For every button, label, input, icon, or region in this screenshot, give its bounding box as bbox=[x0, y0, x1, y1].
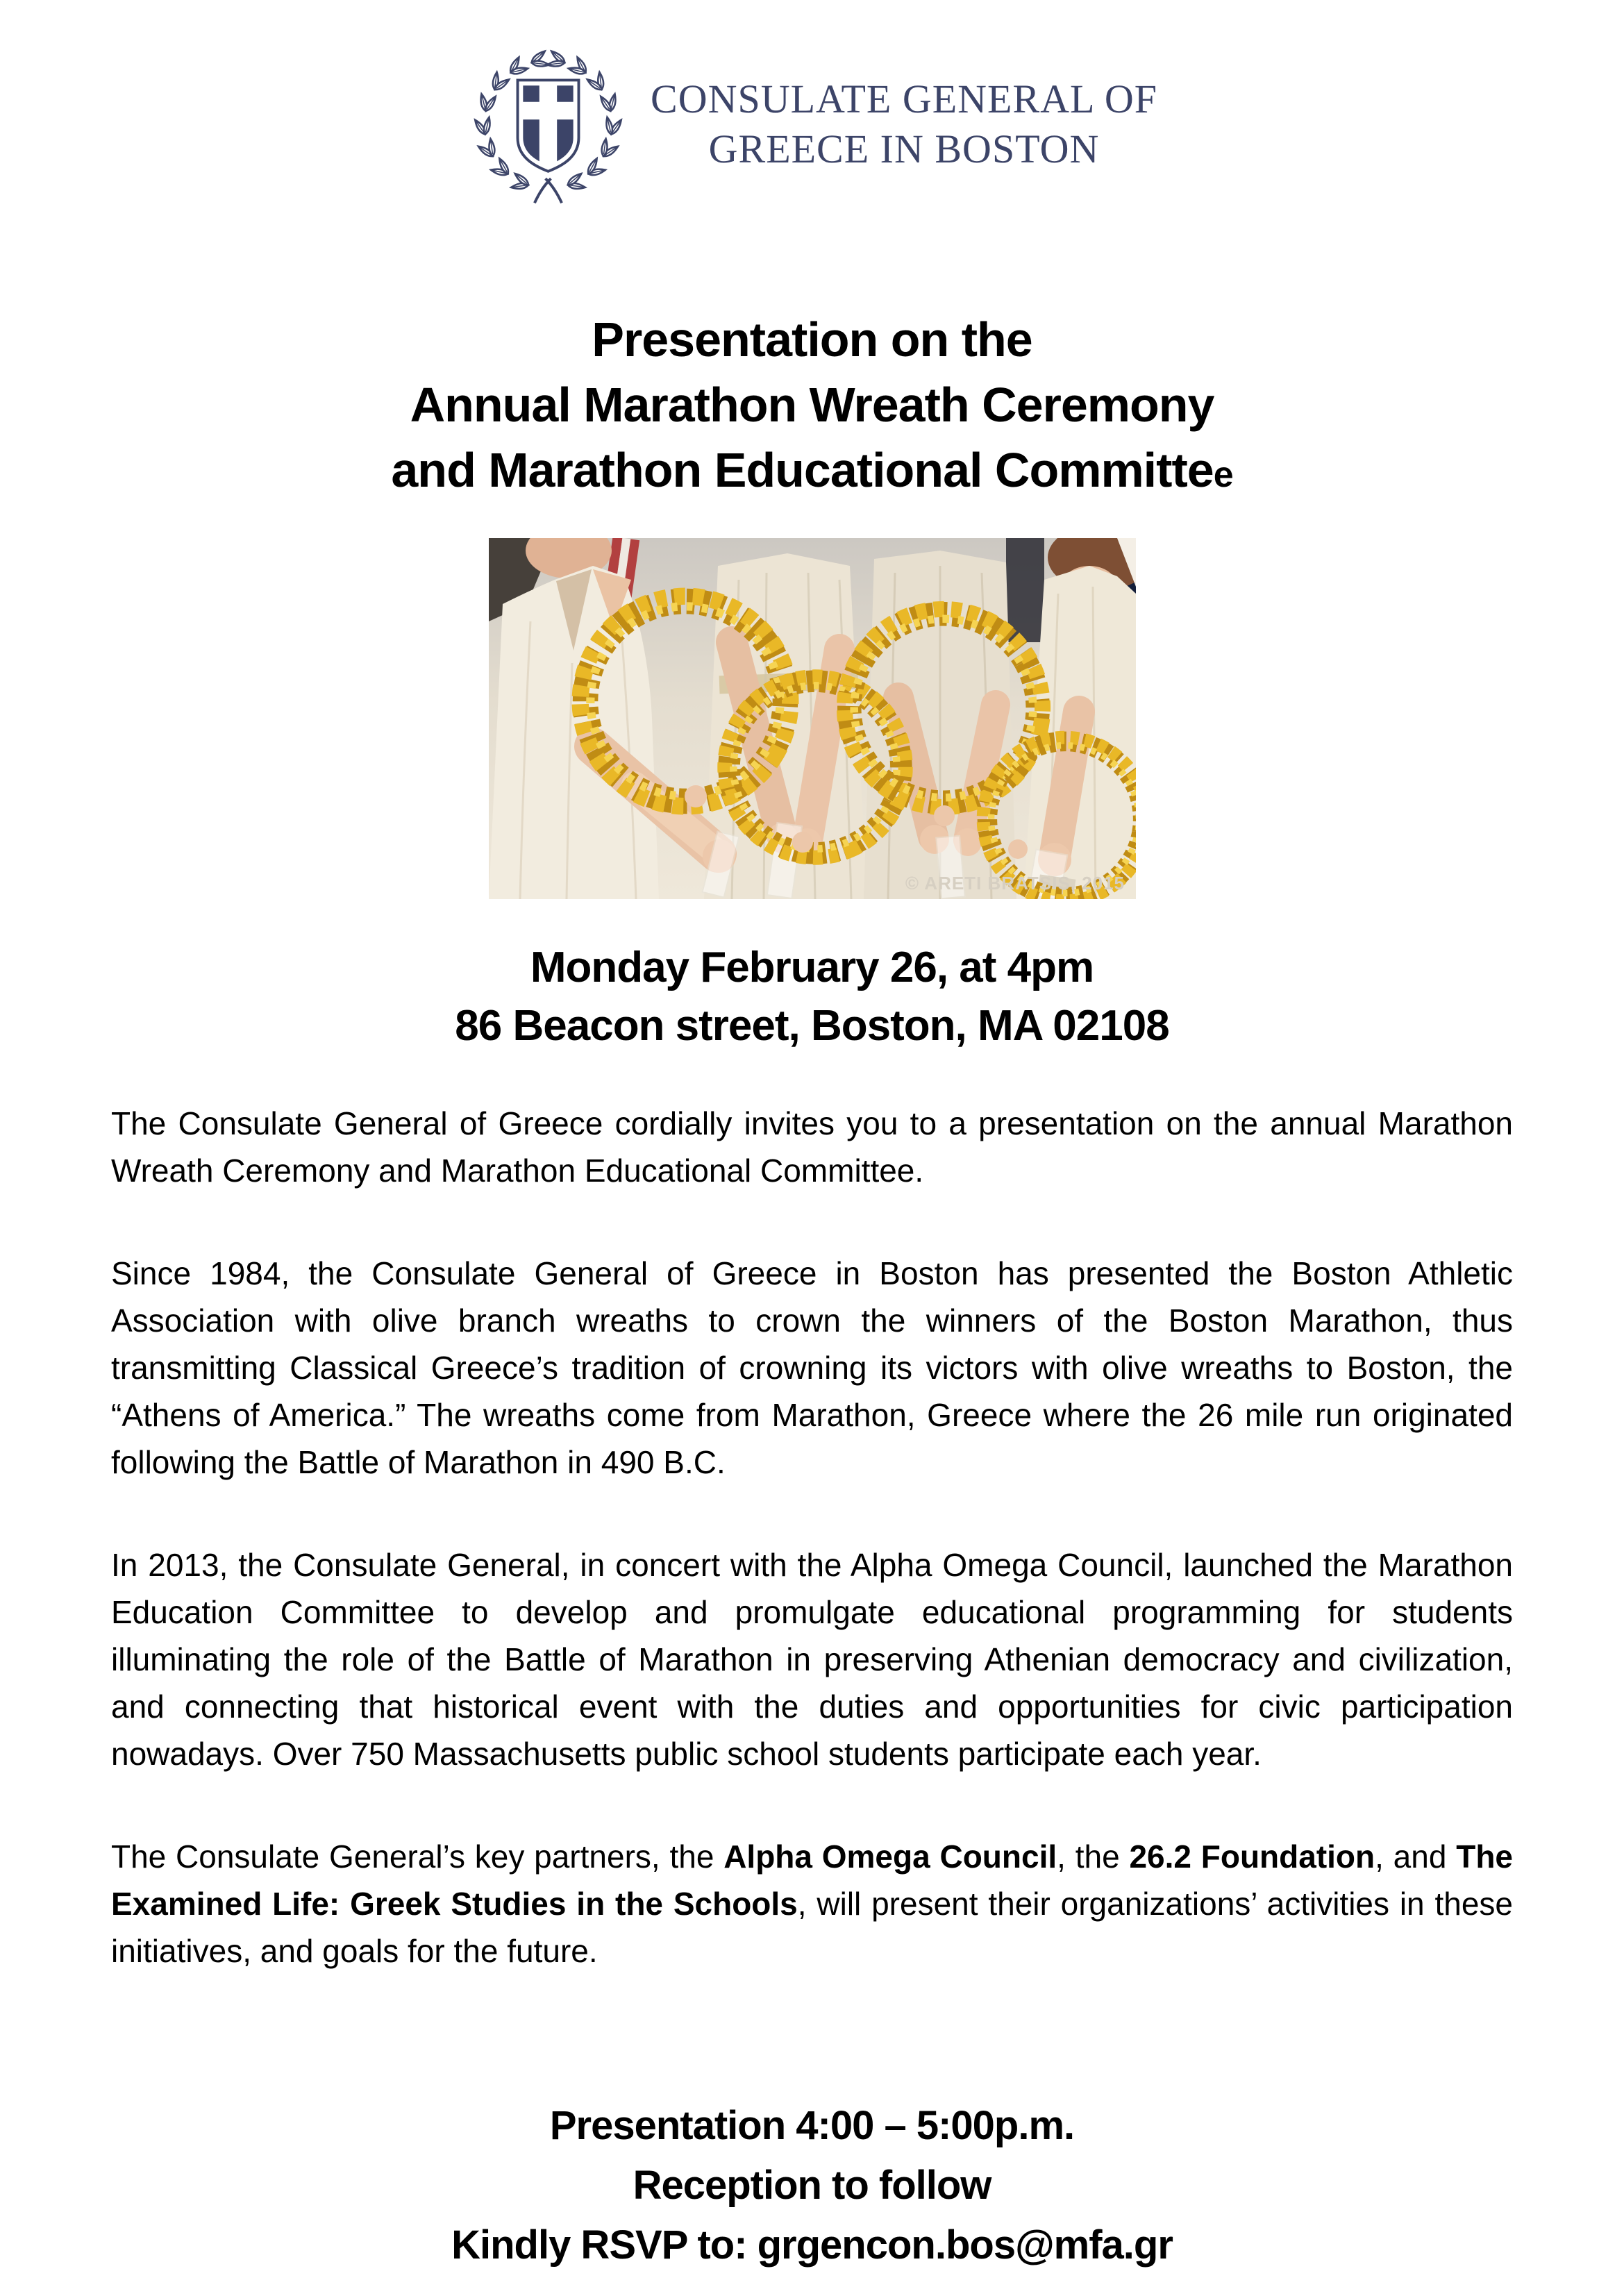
event-datetime: Monday February 26, at 4pm bbox=[530, 944, 1094, 991]
footer-schedule: Presentation 4:00 – 5:00p.m. bbox=[549, 2103, 1075, 2148]
paragraph-invitation: The Consulate General of Greece cordially invites you to a presentation on the annual Marathon Wreath Ceremony and Marathon Educational Committee. bbox=[111, 1105, 1513, 1189]
org-name-line1: CONSULATE GENERAL OF bbox=[651, 76, 1157, 121]
footer-rsvp: Kindly RSVP to: grgencon.bos@mfa.gr bbox=[451, 2222, 1173, 2268]
title-line2: Annual Marathon Wreath Ceremony bbox=[410, 378, 1214, 432]
wreath-ceremony-photo bbox=[489, 538, 1136, 899]
greek-coat-of-arms-icon bbox=[467, 35, 630, 214]
event-details bbox=[0, 939, 1624, 1055]
org-name-line2: GREECE IN BOSTON bbox=[708, 126, 1100, 171]
page-title bbox=[0, 307, 1624, 508]
cross-shield bbox=[521, 83, 575, 167]
consulate-logo bbox=[0, 35, 1624, 214]
footer-reception: Reception to follow bbox=[633, 2163, 991, 2208]
org-name bbox=[651, 74, 1157, 174]
photo-credit-watermark: © ARETI BRATSIS, 2015 bbox=[905, 873, 1125, 894]
body-text bbox=[111, 1100, 1513, 1975]
event-location: 86 Beacon street, Boston, MA 02108 bbox=[455, 1002, 1169, 1050]
title-line1: Presentation on the bbox=[592, 312, 1032, 367]
footer bbox=[0, 2096, 1624, 2275]
paragraph-history: Since 1984, the Consulate General of Greece in Boston has presented the Boston Athletic Association with olive branch wreaths to crown the winners of the Boston Marathon, thus transmitting Classical Greece’s tradition of crowning its victors with olive wreaths to Boston, the “Athens of America.” The wreaths come from Marathon, Greece where the 26 mile run originated following the Battle of Marathon in 490 B.C. bbox=[111, 1255, 1513, 1480]
paragraph-committee: In 2013, the Consulate General, in concert with the Alpha Omega Council, launched the Marathon Education Committee to develop and promulgate educational programming for students illuminating the role of the Battle of Marathon in preserving Athenian democracy and civilization, and connecting that historical event with the duties and opportunities for civic participation nowadays. Over 750 Massachusetts public school students participate each year. bbox=[111, 1547, 1513, 1772]
title-line3: and Marathon Educational Committee bbox=[391, 443, 1233, 497]
paragraph-partners: The Consulate General’s key partners, the Alpha Omega Council, the 26.2 Foundation, and The Examined Life: Greek Studies in the Schools, will present their organizations’ activities in these initiatives, and goals for the future. bbox=[111, 1838, 1513, 1969]
